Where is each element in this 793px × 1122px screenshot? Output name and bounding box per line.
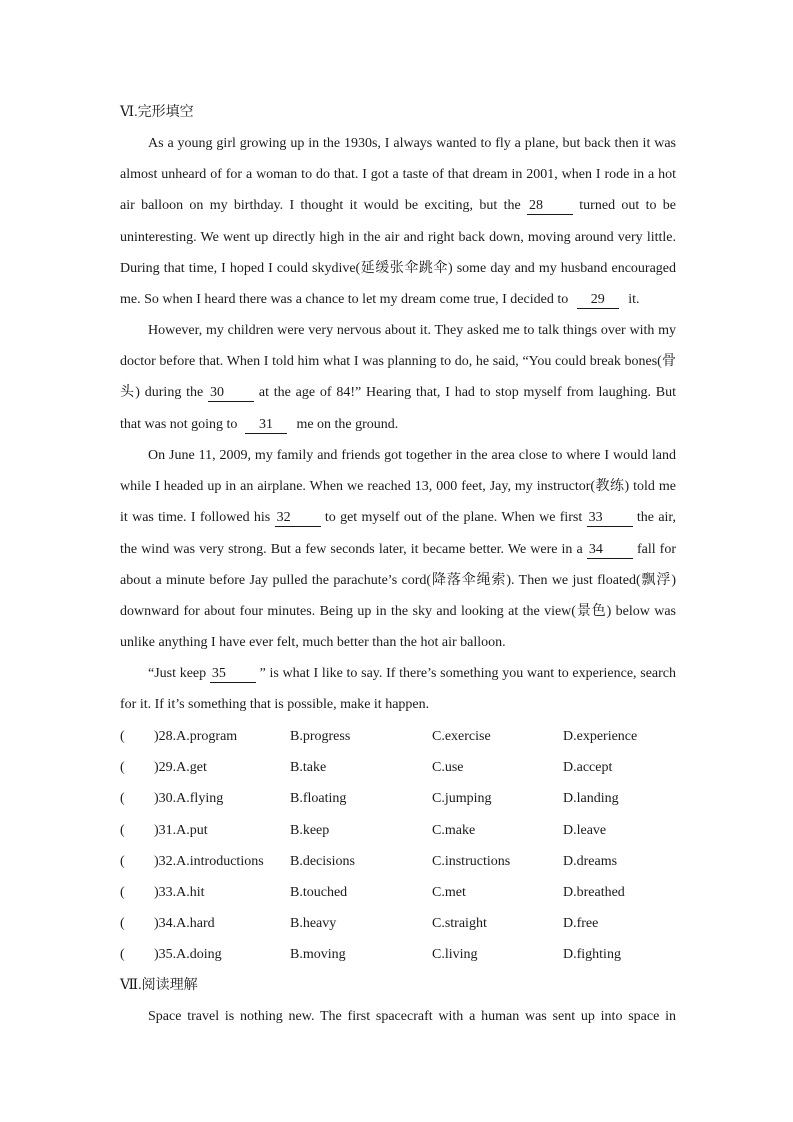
text-line: Space travel is nothing new. The first spacecraft with a human was sent up into space in [148, 1009, 676, 1024]
text-segment: me on the ground. [296, 416, 399, 432]
blank-30[interactable]: 30 [208, 385, 254, 402]
text-segment: the air, [636, 510, 677, 526]
text-line [120, 409, 676, 440]
text-line [120, 284, 676, 315]
answer-paren[interactable]: ( [120, 884, 125, 900]
blank-34[interactable]: 34 [587, 542, 633, 559]
option-b[interactable]: B.progress [290, 729, 351, 744]
passage-paragraph-4 [120, 658, 676, 720]
passage-paragraph-1 [120, 128, 676, 315]
text-line: unlike anything I have ever felt, much better than the hot air balloon. [120, 635, 506, 651]
text-segment: to get myself out of the plane. When we first [324, 510, 583, 526]
option-a[interactable]: )32.A.introductions [154, 853, 264, 869]
option-c[interactable]: C.jumping [432, 791, 492, 807]
text-line: about a minute before Jay pulled the parachute’s cord(降落伞绳索). Then we just floated(飘浮) [120, 572, 676, 588]
answer-paren[interactable]: ( [120, 822, 125, 838]
option-row-28 [120, 721, 680, 752]
option-row-32 [120, 846, 680, 877]
answer-paren[interactable]: ( [120, 947, 125, 963]
option-row-35 [120, 939, 680, 970]
option-a[interactable]: )31.A.put [154, 822, 208, 838]
option-b[interactable]: B.take [290, 760, 327, 776]
blank-35[interactable]: 35 [210, 666, 256, 683]
option-c[interactable]: C.use [432, 760, 464, 776]
passage-paragraph-3 [120, 440, 676, 658]
blank-31[interactable]: 31 [245, 417, 287, 434]
option-d[interactable]: D.free [563, 916, 599, 932]
option-d[interactable]: D.landing [563, 791, 619, 807]
option-c[interactable]: C.make [432, 822, 476, 838]
option-c[interactable]: C.instructions [432, 853, 511, 869]
text-line [120, 502, 676, 533]
answer-paren[interactable]: ( [120, 853, 125, 869]
text-line: However, my children were very nervous about it. They asked me to talk things over with my [148, 323, 676, 338]
option-b[interactable]: B.moving [290, 947, 346, 963]
reading-section-title: Ⅶ.阅读理解 [120, 978, 198, 993]
option-row-34 [120, 908, 680, 939]
text-segment: the wind was very strong. But a few seconds later, it became better. We were in a [120, 541, 583, 557]
text-segment: it. [628, 291, 640, 307]
passage-paragraph-2 [120, 315, 676, 440]
reading-paragraph [120, 1001, 676, 1032]
blank-32[interactable]: 32 [275, 510, 321, 527]
option-d[interactable]: D.accept [563, 760, 613, 776]
text-line: for it. If it’s something that is possible, make it happen. [120, 697, 430, 713]
text-line: downward for about four minutes. Being up in the sky and looking at the view(景色) below was [120, 603, 676, 619]
text-line [120, 658, 676, 689]
text-line: doctor before that. When I told him what I was planning to do, he said, “You could break bones(骨 [120, 354, 676, 370]
text-segment: turned out to be [579, 198, 676, 214]
option-c[interactable]: C.met [432, 884, 466, 900]
answer-paren[interactable]: ( [120, 916, 125, 932]
blank-28[interactable]: 28 [527, 198, 573, 215]
option-d[interactable]: D.breathed [563, 884, 625, 900]
option-a[interactable]: )34.A.hard [154, 916, 215, 932]
text-segment: air balloon on my birthday. I thought it would be exciting, but the [120, 198, 521, 214]
answer-paren[interactable]: ( [120, 791, 125, 807]
text-line: almost unheard of for a woman to do that. I got a taste of that dream in 2001, when I rode in a hot [120, 167, 676, 183]
cloze-section-title: Ⅵ.完形填空 [120, 105, 194, 120]
text-segment: that was not going to [120, 416, 238, 432]
option-d[interactable]: D.dreams [563, 853, 618, 869]
answer-paren[interactable]: ( [120, 760, 125, 776]
option-row-31 [120, 815, 680, 846]
text-line: uninteresting. We went up directly high in the air and right back down, moving around very little. [120, 229, 676, 245]
option-a[interactable]: )35.A.doing [154, 947, 222, 963]
text-line [120, 190, 676, 221]
text-line: while I headed up in an airplane. When we reached 13, 000 feet, Jay, my instructor(教练) told me [120, 479, 676, 495]
text-line [120, 534, 676, 565]
option-a[interactable]: )29.A.get [154, 760, 207, 776]
option-b[interactable]: B.decisions [290, 853, 355, 869]
text-segment: fall for [636, 541, 677, 557]
text-line: On June 11, 2009, my family and friends got together in the area close to where I would land [148, 448, 676, 463]
option-a[interactable]: )30.A.flying [154, 791, 224, 807]
option-b[interactable]: B.keep [290, 822, 330, 838]
option-c[interactable]: C.straight [432, 916, 487, 932]
option-row-33 [120, 877, 680, 908]
answer-options [120, 721, 680, 971]
option-b[interactable]: B.heavy [290, 916, 337, 932]
text-line [120, 377, 676, 408]
option-d[interactable]: D.experience [563, 729, 638, 744]
text-segment: 头) during the [120, 385, 204, 401]
option-a[interactable]: )28.A.program [154, 729, 238, 744]
blank-29[interactable]: 29 [577, 292, 619, 309]
text-line: During that time, I hoped I could skydive(延缓张伞跳伞) some day and my husband encouraged [120, 260, 676, 276]
option-a[interactable]: )33.A.hit [154, 884, 205, 900]
option-c[interactable]: C.living [432, 947, 478, 963]
text-segment: at the age of 84!” Hearing that, I had to stop myself from laughing. But [258, 385, 677, 401]
option-row-29 [120, 752, 680, 783]
text-line: As a young girl growing up in the 1930s, I always wanted to fly a plane, but back then it was [148, 136, 676, 151]
option-b[interactable]: B.floating [290, 791, 347, 807]
blank-33[interactable]: 33 [587, 510, 633, 527]
option-d[interactable]: D.leave [563, 822, 607, 838]
option-c[interactable]: C.exercise [432, 729, 491, 744]
text-segment: it was time. I followed his [120, 510, 271, 526]
answer-paren[interactable]: ( [120, 729, 125, 744]
text-segment: ” is what I like to say. If there’s something you want to experience, search [259, 666, 677, 681]
option-b[interactable]: B.touched [290, 884, 348, 900]
option-row-30 [120, 783, 680, 814]
text-segment: me. So when I heard there was a chance to let my dream come true, I decided to [120, 291, 569, 307]
option-d[interactable]: D.fighting [563, 947, 621, 963]
text-segment: “Just keep [148, 666, 207, 681]
